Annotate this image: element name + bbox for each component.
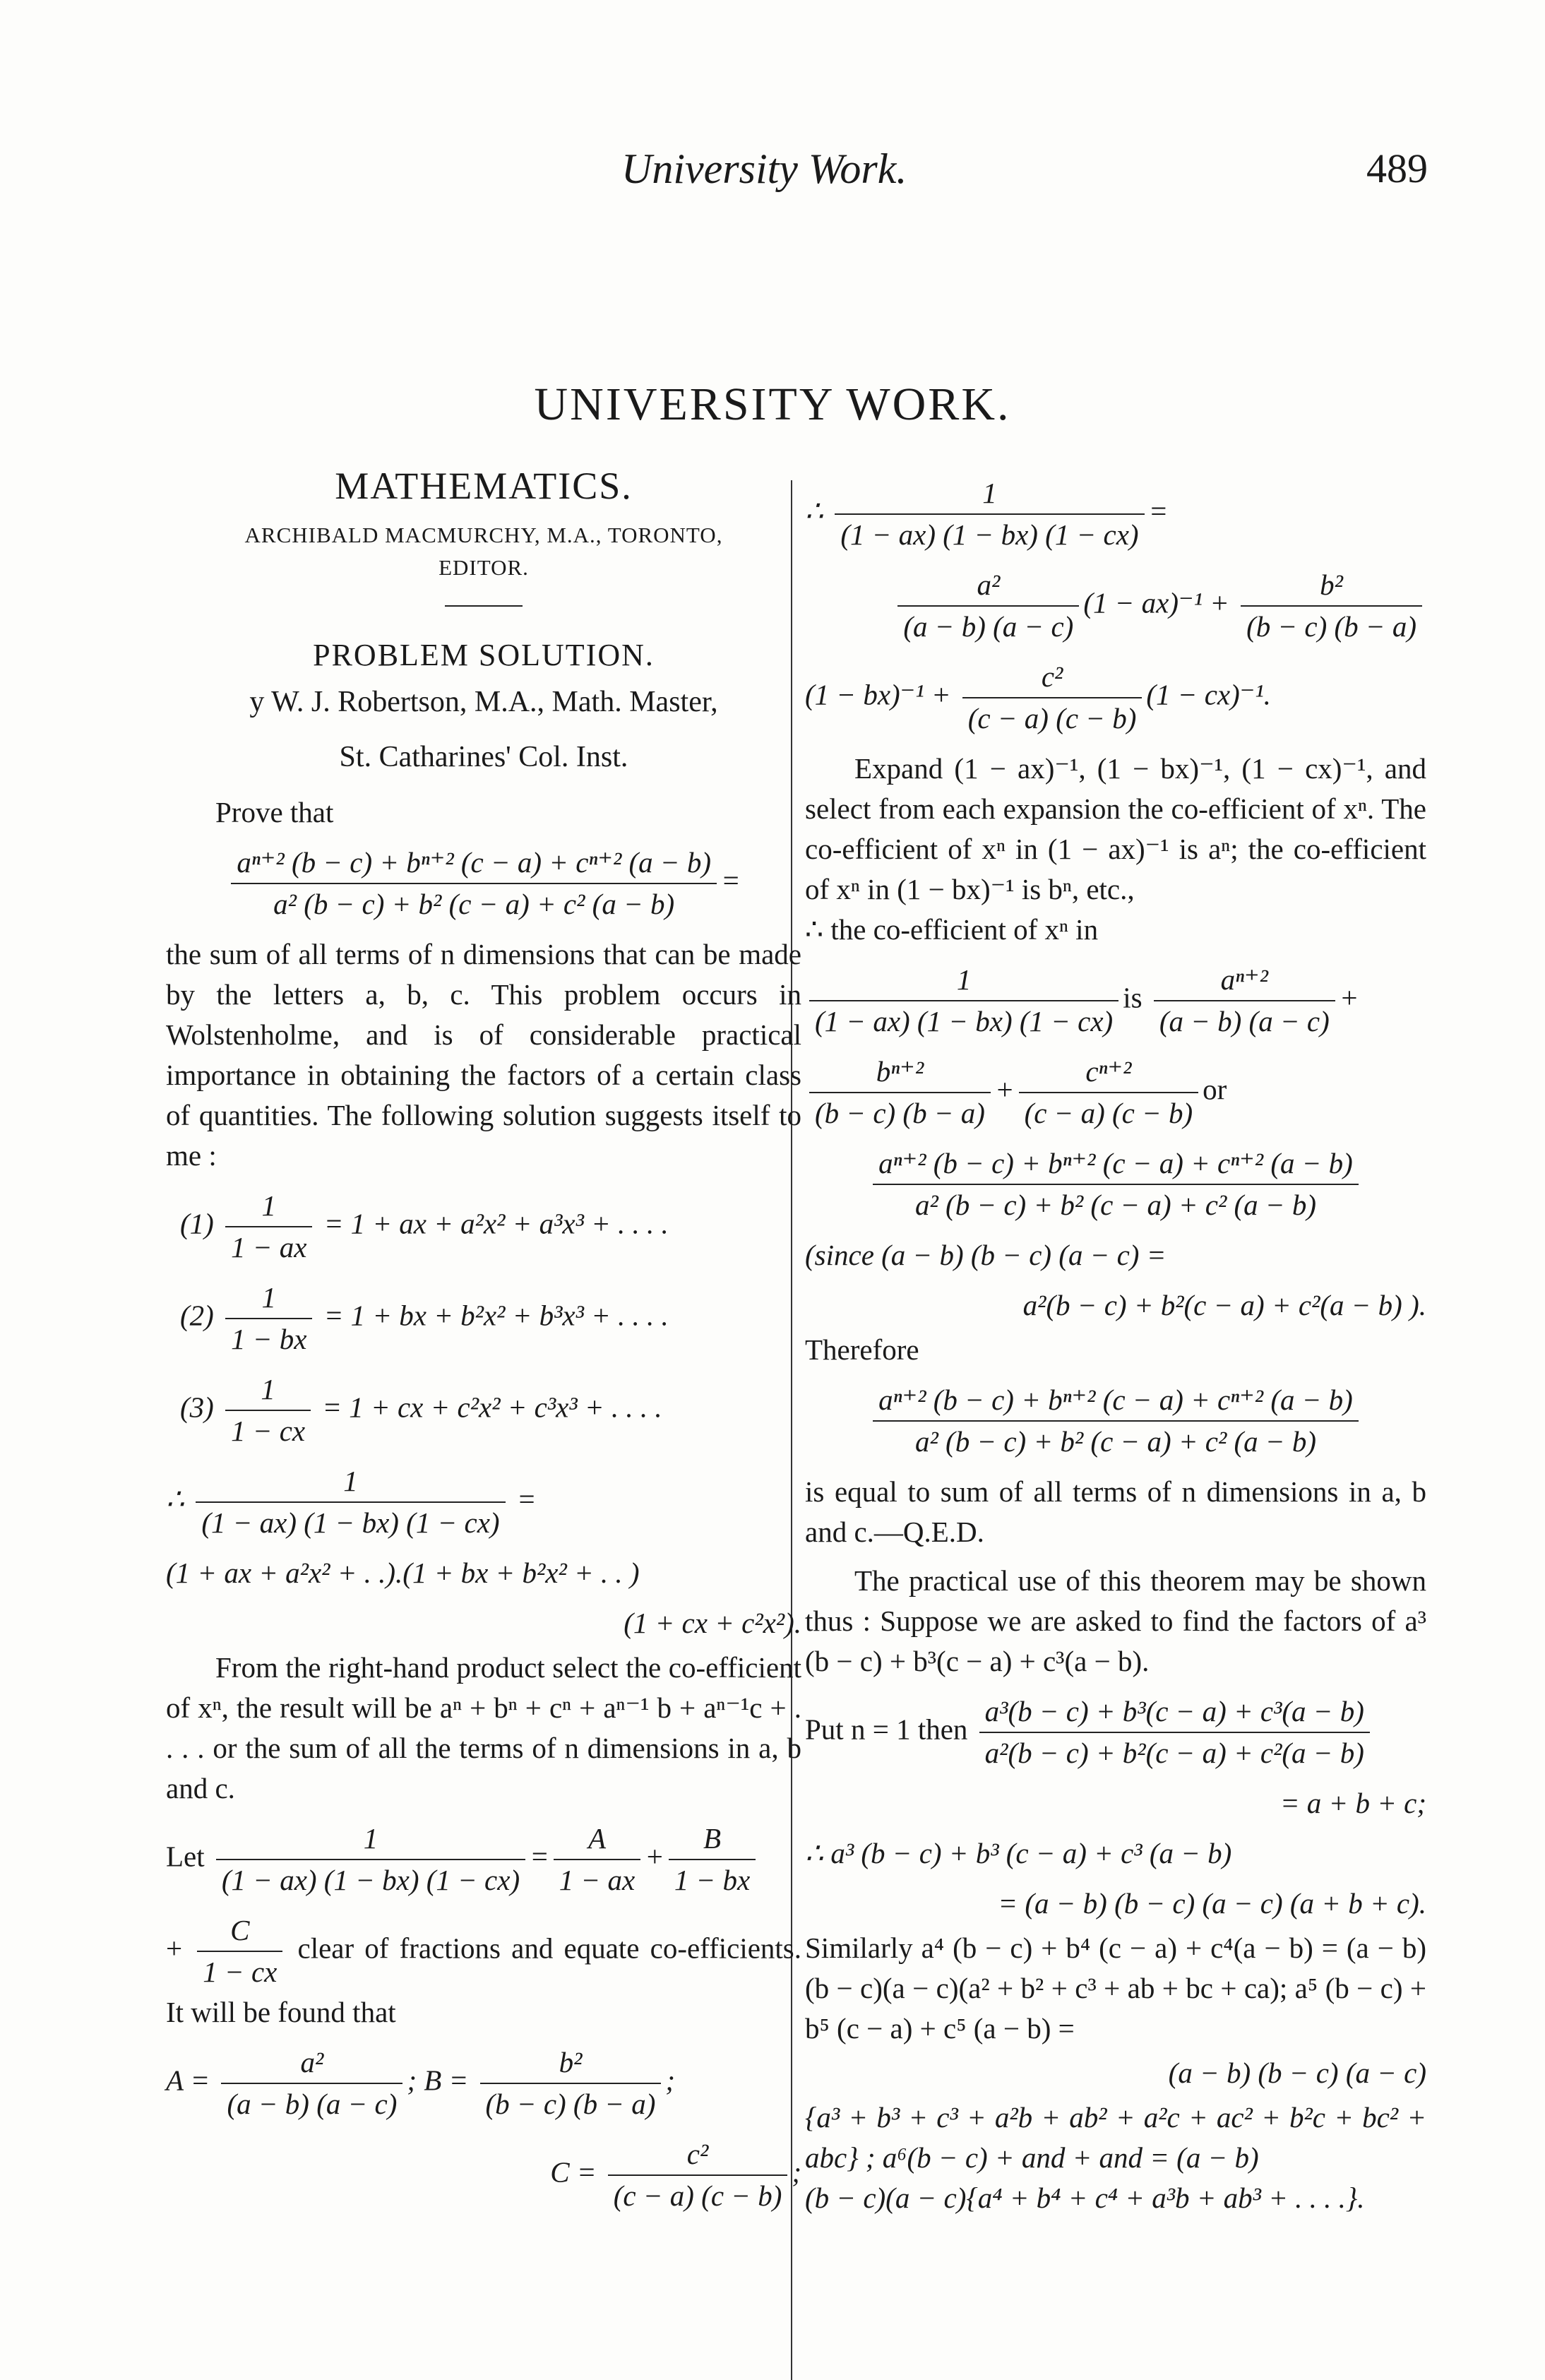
- right-eq-7-num: aⁿ⁺² (b − c) + bⁿ⁺² (c − a) + cⁿ⁺² (a − b): [878, 1384, 1353, 1416]
- product-eq: [166, 1461, 801, 1543]
- qed-line: is equal to sum of all terms of n dimensions in a, b and c.—Q.E.D.: [805, 1475, 1426, 1548]
- short-rule: [445, 605, 523, 607]
- right-eq-4b-num: aⁿ⁺²: [1220, 963, 1268, 996]
- product-num: 1: [343, 1465, 358, 1497]
- A-num: A: [587, 1822, 606, 1855]
- frac-1-num: 1: [261, 1189, 276, 1222]
- right-eq-5a-num: bⁿ⁺²: [876, 1055, 924, 1088]
- A-eq-den: (a − b) (a − c): [221, 2083, 402, 2124]
- right-eq-5a-fraction: [809, 1052, 991, 1134]
- right-eq-6: [805, 1143, 1426, 1225]
- B-eq-num: b²: [559, 2046, 583, 2078]
- B-fraction: [669, 1819, 756, 1900]
- editor-line-1: ARCHIBALD MACMURCHY, M.A., TORONTO,: [244, 523, 723, 547]
- frac-3: [225, 1369, 311, 1451]
- therefore-word: Therefore: [805, 1333, 919, 1366]
- therefore-symbol: ∴: [166, 1482, 185, 1516]
- let-fraction: [216, 1819, 525, 1900]
- right-eq-4b-fraction: [1154, 960, 1335, 1042]
- right-eq-4b-den: (a − b) (a − c): [1154, 1000, 1335, 1042]
- C-eq-num: c²: [686, 2138, 709, 2170]
- running-head: University Work.: [621, 145, 907, 192]
- eq-label-2: (2): [180, 1299, 214, 1332]
- product-line-2: (1 + cx + c²x²).: [624, 1607, 801, 1639]
- right-eq-4-num: 1: [956, 963, 972, 996]
- frac-2-den: 1 − bx: [225, 1318, 312, 1359]
- right-eq-1-fraction: [835, 473, 1144, 555]
- C-eq-den: (c − a) (c − b): [608, 2174, 788, 2216]
- right-eq-5: [805, 1052, 1426, 1134]
- left-column: [166, 466, 801, 2220]
- semicolon-2: ;: [665, 2064, 676, 2097]
- right-column: [805, 466, 1426, 2218]
- right-eq-10: = (a − b) (b − c) (a − c) (a + b + c).: [998, 1887, 1426, 1920]
- plus-sign-3: +: [1339, 981, 1359, 1014]
- A-eq-fraction: [221, 2042, 402, 2124]
- B-eq-den: (b − c) (b − a): [480, 2083, 662, 2124]
- C-eq-fraction: [608, 2134, 788, 2216]
- A-den: 1 − ax: [554, 1859, 640, 1900]
- right-eq-7-den: a² (b − c) + b² (c − a) + c² (a − b): [873, 1420, 1359, 1462]
- right-eq-8-fraction: [979, 1691, 1370, 1773]
- right-eq-8-num: a³(b − c) + b³(c − a) + c³(a − b): [984, 1695, 1364, 1727]
- page-number: 489: [1366, 145, 1428, 191]
- right-eq-1: [805, 473, 1426, 555]
- clear-fractions-line: [166, 1910, 801, 2033]
- subsection-heading: PROBLEM SOLUTION.: [313, 638, 655, 672]
- right-eq-8: [805, 1691, 1426, 1773]
- paragraph-similarly: Similarly a⁴ (b − c) + b⁴ (c − a) + c⁴(a − b) = (a − b)(b − c)(a − c)(a² + b² + c³ + ab + bc + ca); a⁵ (b − c) + b⁵ (c − a) + c⁵ (a − b) =: [805, 1932, 1426, 2045]
- C-equation: [166, 2134, 801, 2216]
- series-rhs-2: = 1 + bx + b²x² + b³x³ + . . . .: [323, 1299, 669, 1332]
- C-den: 1 − cx: [197, 1951, 282, 1992]
- equals-sign: =: [720, 864, 741, 897]
- let-num: 1: [363, 1822, 378, 1855]
- series-rhs-1: = 1 + ax + a²x² + a³x³ + . . . .: [323, 1207, 669, 1240]
- B-eq-fraction: [480, 2042, 662, 2124]
- paragraph-intro: the sum of all terms of n dimensions that can be made by the letters a, b, c. This problem occurs in Wolstenholme, and is of considerable practical importance in obtaining the factors of a certain class of quantities. The following solution suggests itself to me :: [166, 938, 801, 1172]
- right-eq-2a-num: a²: [977, 569, 1001, 601]
- A-eq-num: a²: [300, 2046, 324, 2078]
- right-eq-12: {a³ + b³ + c³ + a²b + ab² + a²c + ac² + b²c + bc² + abc} ; a⁶(b − c) + and + and = (a − b): [805, 2101, 1426, 2174]
- plus-sign-2: +: [166, 1932, 183, 1965]
- since-line-2: a²(b − c) + b²(c − a) + c²(a − b) ).: [1022, 1289, 1426, 1321]
- equals-sign-2: =: [516, 1482, 537, 1516]
- main-equation: [166, 843, 801, 924]
- series-eq-3: [180, 1369, 801, 1451]
- right-eq-5b-fraction: [1019, 1052, 1199, 1134]
- C-num: C: [230, 1914, 250, 1946]
- semicolon-1: ;: [407, 2064, 417, 2097]
- right-eq-2a-tail: (1 − ax)⁻¹ +: [1083, 586, 1229, 619]
- A-B-equations: [166, 2042, 801, 2124]
- put-text: Put n = 1 then: [805, 1713, 968, 1746]
- product-den: (1 − ax) (1 − bx) (1 − cx): [196, 1501, 505, 1543]
- editor-line-2: EDITOR.: [439, 555, 529, 580]
- B-num: B: [703, 1822, 722, 1855]
- clear-text: clear of fractions and equate co-efficients. It will be found that: [166, 1932, 802, 2028]
- right-eq-6-num: aⁿ⁺² (b − c) + bⁿ⁺² (c − a) + cⁿ⁺² (a − b): [878, 1147, 1353, 1179]
- right-eq-7-fraction: [873, 1380, 1359, 1462]
- series-rhs-3: = 1 + cx + c²x² + c³x³ + . . . .: [322, 1391, 662, 1424]
- section-heading: MATHEMATICS.: [335, 465, 633, 507]
- right-eq-5b-den: (c − a) (c − b): [1019, 1092, 1199, 1134]
- product-line-1: (1 + ax + a²x² + . .).(1 + bx + b²x² + . . ): [166, 1557, 640, 1589]
- A-eq-lhs: A =: [166, 2064, 210, 2097]
- right-eq-4-fraction: [809, 960, 1119, 1042]
- A-fraction: [554, 1819, 640, 1900]
- right-eq-3-fraction: [962, 657, 1143, 739]
- right-eq-2: [805, 565, 1426, 647]
- byline-1: y W. J. Robertson, M.A., Math. Master,: [249, 686, 718, 718]
- right-eq-3-head: (1 − bx)⁻¹ +: [805, 678, 951, 711]
- therefore-symbol-2: ∴: [805, 494, 824, 528]
- C-fraction: [197, 1910, 282, 1992]
- main-denominator: a² (b − c) + b² (c − a) + c² (a − b): [231, 883, 717, 924]
- right-eq-2b-fraction: [1241, 565, 1422, 647]
- main-numerator: aⁿ⁺² (b − c) + bⁿ⁺² (c − a) + cⁿ⁺² (a − b): [237, 846, 711, 879]
- right-eq-9: ∴ a³ (b − c) + b³ (c − a) + c³ (a − b): [805, 1837, 1232, 1869]
- byline-2: St. Catharines' Col. Inst.: [339, 741, 628, 773]
- right-eq-6-fraction: [873, 1143, 1359, 1225]
- right-eq-2b-den: (b − c) (b − a): [1241, 605, 1422, 647]
- product-fraction: [196, 1461, 505, 1543]
- paragraph-expand: Expand (1 − ax)⁻¹, (1 − bx)⁻¹, (1 − cx)⁻¹, and select from each expansion the co-efficient of xⁿ. The co-efficient of xⁿ in (1 − ax)⁻¹ is aⁿ; the co-efficient of xⁿ in (1 − bx)⁻¹ is bⁿ, etc.,: [805, 752, 1426, 905]
- right-eq-3-num: c²: [1041, 660, 1063, 693]
- paragraph-select: From the right-hand product select the co-efficient of xⁿ, the result will be aⁿ + bⁿ + cⁿ + aⁿ⁻¹ b + aⁿ⁻¹c + . . . . or the sum of all the terms of n dimensions in a, b and c.: [166, 1651, 801, 1804]
- frac-2: [225, 1278, 312, 1359]
- right-eq-3-den: (c − a) (c − b): [962, 697, 1143, 739]
- or-word: or: [1203, 1073, 1227, 1106]
- frac-1: [225, 1186, 312, 1268]
- prove-that: Prove that: [215, 796, 334, 828]
- series-eq-1: [180, 1186, 801, 1268]
- right-eq-7: [805, 1380, 1426, 1462]
- frac-2-num: 1: [261, 1281, 276, 1314]
- partial-fractions-eq: [166, 1819, 801, 1900]
- B-eq-lhs: B =: [424, 2064, 469, 2097]
- right-eq-1-num: 1: [982, 477, 997, 509]
- paragraph-practical: The practical use of this theorem may be shown thus : Suppose we are asked to find the factors of a³ (b − c) + b³(c − a) + c³(a − b).: [805, 1564, 1426, 1677]
- frac-1-den: 1 − ax: [225, 1226, 312, 1268]
- frac-3-num: 1: [261, 1373, 275, 1405]
- right-eq-2a-den: (a − b) (a − c): [897, 605, 1079, 647]
- right-eq-4: [805, 960, 1426, 1042]
- since-line-1: (since (a − b) (b − c) (a − c) =: [805, 1239, 1167, 1271]
- equals-sign-3: =: [530, 1840, 549, 1873]
- main-fraction: [231, 843, 717, 924]
- right-eq-5a-den: (b − c) (b − a): [809, 1092, 991, 1134]
- series-eq-2: [180, 1278, 801, 1359]
- plus-sign-1: +: [645, 1840, 664, 1873]
- right-eq-6-den: a² (b − c) + b² (c − a) + c² (a − b): [873, 1184, 1359, 1225]
- equals-sign-4: =: [1148, 494, 1169, 528]
- frac-3-den: 1 − cx: [225, 1410, 311, 1451]
- right-eq-11: (a − b) (b − c) (a − c): [1168, 2057, 1426, 2089]
- semicolon-3: ;: [792, 2155, 801, 2189]
- right-eq-8-den: a²(b − c) + b²(c − a) + c²(a − b): [979, 1732, 1370, 1773]
- right-eq-3-tail: (1 − cx)⁻¹.: [1146, 678, 1271, 711]
- right-eq-3: [805, 657, 1426, 739]
- is-word: is: [1123, 981, 1143, 1014]
- plus-sign-4: +: [994, 1073, 1015, 1106]
- let-word: Let: [166, 1840, 205, 1873]
- page-title: UNIVERSITY WORK.: [534, 379, 1011, 430]
- right-eq-1-den: (1 − ax) (1 − bx) (1 − cx): [835, 513, 1144, 555]
- eq-label-1: (1): [180, 1207, 214, 1240]
- right-eq-8-rhs: = a + b + c;: [1279, 1787, 1426, 1819]
- let-den: (1 − ax) (1 − bx) (1 − cx): [216, 1859, 525, 1900]
- right-eq-2a-fraction: [897, 565, 1079, 647]
- eq-label-3: (3): [180, 1391, 214, 1424]
- coefficient-line: ∴ the co-efficient of xⁿ in: [805, 913, 1099, 946]
- C-eq-lhs: C =: [550, 2155, 597, 2189]
- right-eq-4-den: (1 − ax) (1 − bx) (1 − cx): [809, 1000, 1119, 1042]
- right-eq-5b-num: cⁿ⁺²: [1085, 1055, 1132, 1088]
- right-eq-2b-num: b²: [1320, 569, 1343, 601]
- right-eq-13: (b − c)(a − c){a⁴ + b⁴ + c⁴ + a³b + ab³ + . . . .}.: [805, 2182, 1365, 2214]
- B-den: 1 − bx: [669, 1859, 756, 1900]
